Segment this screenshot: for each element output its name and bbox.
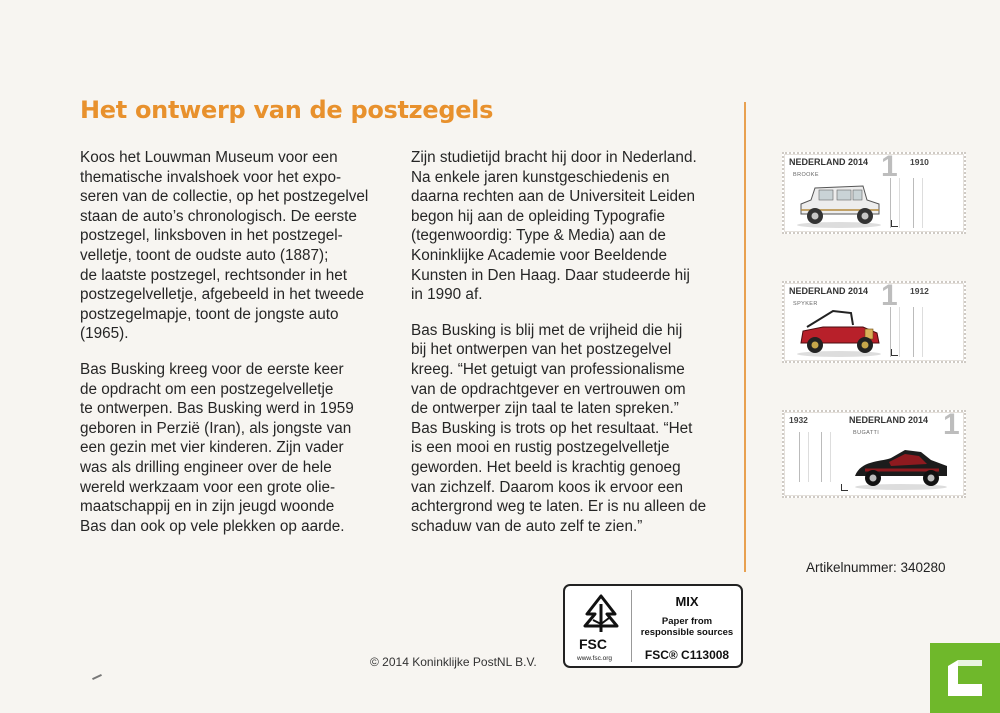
text-line: is een mooi en rustig postzegelvelletje	[411, 439, 670, 457]
fsc-paper-text	[635, 616, 739, 638]
stamp-year: 1912	[910, 286, 929, 296]
fsc-tree-icon	[581, 594, 621, 634]
vertical-divider	[744, 102, 746, 572]
fsc-paper-line: responsible sources	[640, 627, 734, 638]
text-line: de laatste postzegel, rechtsonder in het	[80, 266, 348, 284]
left-paragraph-2	[80, 360, 380, 536]
stamp-value: 1	[881, 150, 898, 183]
stamp-year: 1910	[910, 157, 929, 167]
text-line: te ontwerpen. Bas Busking werd in 1959	[80, 400, 354, 418]
text-line: de ontwerper zijn taal te laten spreken.”	[411, 400, 679, 418]
article-number: Artikelnummer: 340280	[806, 560, 946, 575]
text-line: bij het ontwerpen van het postzegelvel	[411, 341, 672, 359]
text-line: velletje, toont de oudste auto (1887);	[80, 246, 329, 264]
fsc-logo	[569, 590, 632, 662]
text-line: in 1990 af.	[411, 286, 483, 304]
right-paragraph-1	[411, 148, 721, 305]
stamp-value: 1	[943, 408, 960, 441]
text-line: postzegel, linksboven in het postzegel-	[80, 227, 343, 245]
stamp-country: NEDERLAND 2014	[789, 157, 869, 167]
stamp-country: NEDERLAND 2014	[789, 286, 869, 296]
pencil-mark	[92, 674, 102, 680]
fsc-logo-text: FSC	[579, 636, 607, 652]
stamp-3	[763, 408, 969, 492]
text-line: geboren in Perzië (Iran), als jongste van	[80, 419, 352, 437]
text-line: Zijn studietijd bracht hij door in Nederland.	[411, 149, 697, 166]
stamp-corner-mark	[891, 220, 898, 227]
stamp-vertical-text	[821, 432, 831, 482]
text-line: Koos het Louwman Museum voor een	[80, 149, 338, 166]
stamp-corner-mark	[891, 349, 898, 356]
left-column	[80, 148, 380, 552]
brand-badge	[930, 643, 1000, 713]
stamp-corner-mark	[841, 484, 848, 491]
text-line: Bas Busking is trots op het resultaat. “Het	[411, 419, 693, 437]
text-line: daarna rechten aan de Universiteit Leiden	[411, 188, 696, 206]
text-line: kreeg. “Het getuigt van professionalisme	[411, 360, 685, 378]
text-line: de opdracht om een postzegelvelletje	[80, 380, 334, 398]
text-line: achtergrond weg te laten. Er is nu alleen de	[411, 498, 707, 516]
page-title: Het ontwerp van de postzegels	[80, 96, 494, 124]
stamp-vertical-text	[913, 307, 923, 357]
text-line: (1965).	[80, 325, 129, 343]
text-line: Na enkele jaren kunstgeschiedenis en	[411, 168, 670, 186]
text-line: thematische invalshoek voor het expo-	[80, 168, 342, 186]
stamp-country: NEDERLAND 2014	[849, 415, 929, 425]
text-line: Koninklijke Academie voor Beeldende	[411, 246, 667, 264]
fsc-paper-line: Paper from	[661, 616, 713, 627]
text-line: schaduw van de auto zelf te zien.”	[411, 517, 643, 535]
car-spyker-image	[793, 305, 885, 357]
text-line: (tegenwoordig: Type & Media) aan de	[411, 227, 666, 245]
text-line: Bas Busking kreeg voor de eerste keer	[80, 360, 344, 378]
text-line: seren van de collectie, op het postzegelvel	[80, 188, 369, 206]
text-line: begon hij aan de opleiding Typografie	[411, 207, 666, 225]
copyright: © 2014 Koninklijke PostNL B.V.	[370, 655, 537, 669]
stamp-2	[763, 279, 969, 363]
stamp-make: BUGATTI	[853, 430, 880, 436]
brand-logo-icon	[946, 658, 984, 698]
text-line: staan de auto’s chronologisch. De eerste	[80, 207, 357, 225]
stamp-value: 1	[881, 279, 898, 312]
fsc-url: www.fsc.org	[577, 655, 613, 662]
text-line: postzegelmapje, toont de jongste auto	[80, 305, 339, 323]
stamp-make: BROOKE	[793, 172, 819, 178]
fsc-mix: MIX	[675, 594, 699, 609]
text-line: wereld werkzaam voor een grote olie-	[80, 478, 336, 496]
text-line: van zichzelf. Daarom koos ik ervoor een	[411, 478, 684, 496]
text-line: Bas dan ook op vele plekken op aarde.	[80, 517, 345, 535]
stamp-1	[763, 150, 969, 234]
stamp-year: 1932	[789, 415, 808, 425]
text-line: postzegelvelletje, afgebeeld in het tweede	[80, 286, 365, 304]
car-bugatti-image	[851, 440, 951, 490]
right-column	[411, 148, 721, 552]
fsc-label	[563, 584, 743, 668]
car-brooke-image	[793, 176, 885, 228]
text-line: Bas Busking is blij met de vrijheid die hij	[411, 321, 683, 339]
right-paragraph-2	[411, 321, 721, 537]
stamp-make: SPYKER	[793, 301, 818, 307]
fsc-code: FSC® C113008	[644, 648, 730, 662]
stamp-vertical-text	[913, 178, 923, 228]
text-line: van de opdrachtgever en vertrouwen om	[411, 380, 686, 398]
text-line: geworden. Het beeld is krachtig genoeg	[411, 458, 681, 476]
text-line: was als drilling engineer over de hele	[80, 458, 332, 476]
text-line: een gezin met vier kinderen. Zijn vader	[80, 439, 344, 457]
text-line: maatschappij en in zijn jeugd woonde	[80, 498, 335, 516]
text-line: Kunsten in Den Haag. Daar studeerde hij	[411, 266, 690, 284]
stamp-vertical-text	[799, 432, 809, 482]
left-paragraph-1	[80, 148, 380, 344]
